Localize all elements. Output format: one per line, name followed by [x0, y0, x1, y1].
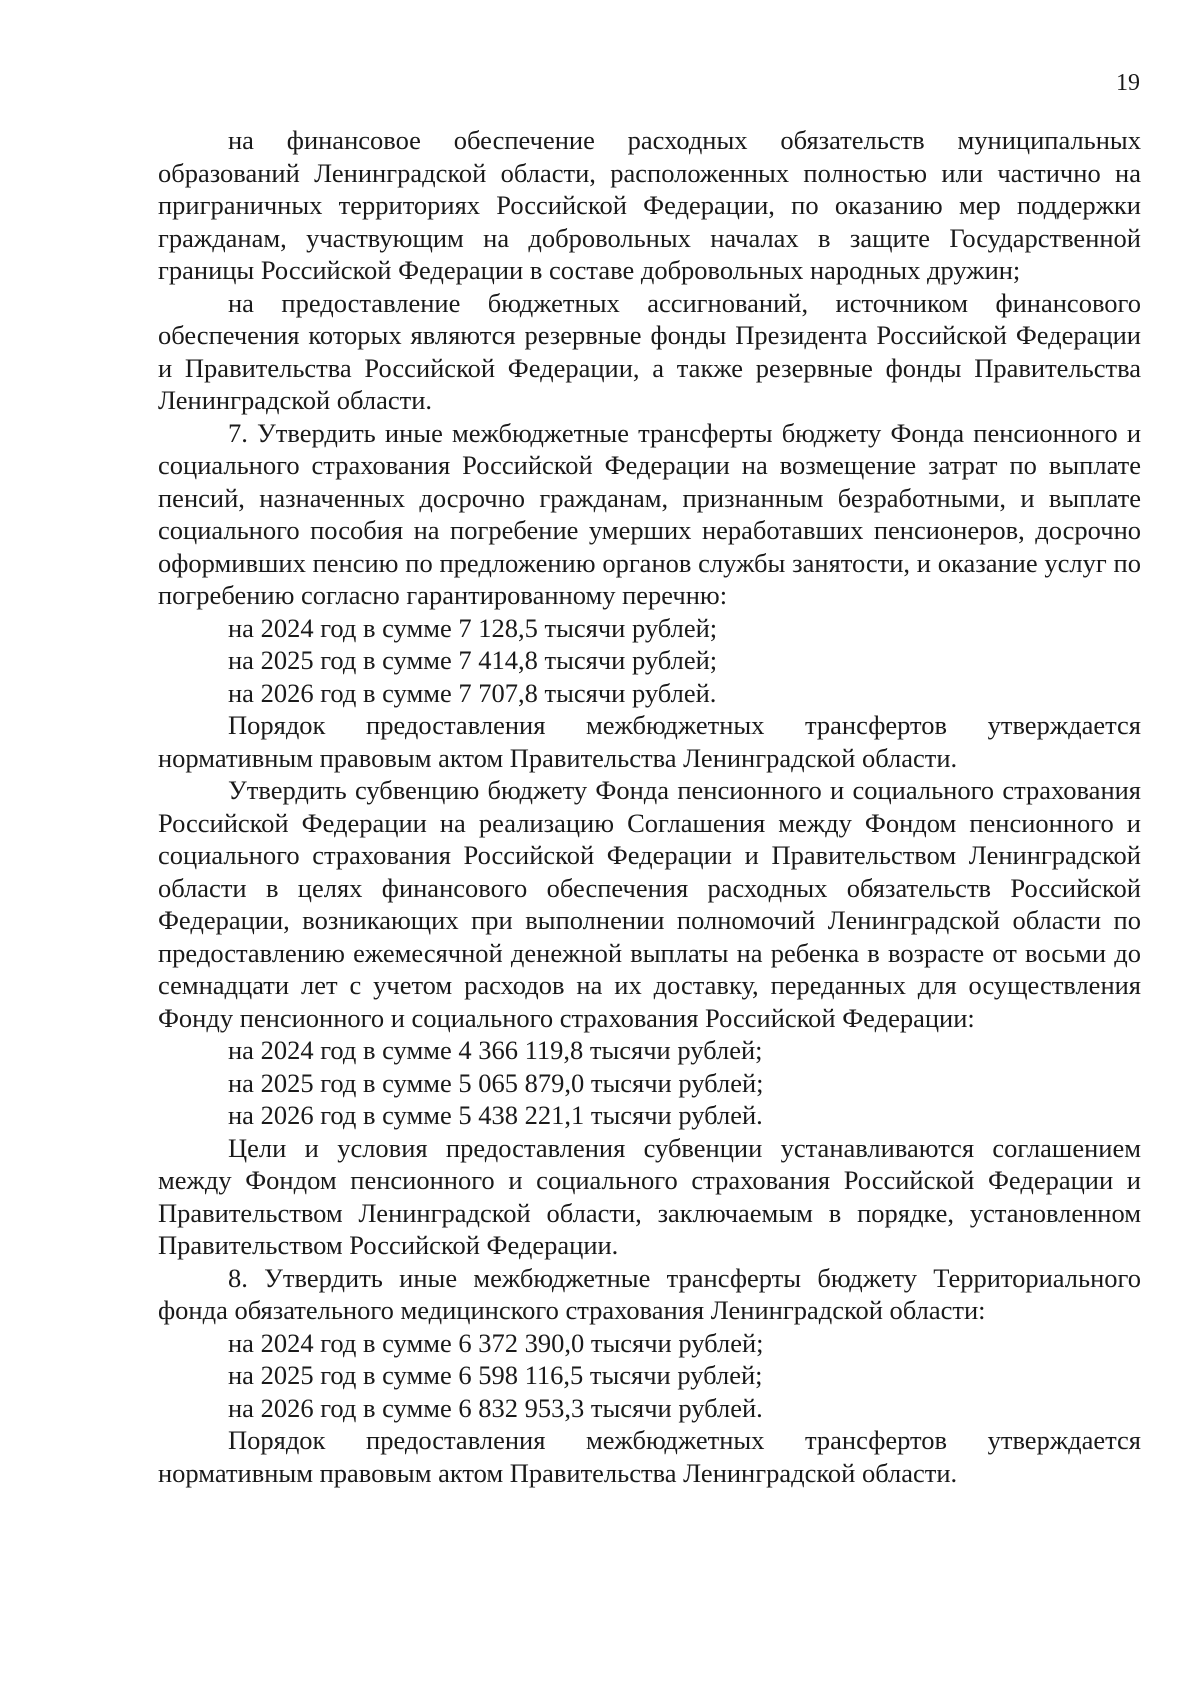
amount-2025-pension-transfers: на 2025 год в сумме 7 414,8 тысячи рублей; — [228, 645, 718, 675]
paragraph-transfer-procedure-final: Порядок предоставления межбюджетных трансфертов утверждается нормативным правовым актом Правительства Ленинградской области. — [158, 1425, 1141, 1488]
amount-2024-pension-transfers: на 2024 год в сумме 7 128,5 тысячи рублей; — [228, 612, 718, 643]
document-body — [158, 124, 1141, 1489]
page-number: 19 — [1116, 70, 1140, 96]
amount-2024-subvention: на 2024 год в сумме 4 366 119,8 тысячи рублей; — [228, 1035, 763, 1065]
paragraph-subvention: Утвердить субвенцию бюджету Фонда пенсионного и социального страхования Российской Федерации на реализацию Соглашения между Фондом пенсионного и социального страхования Российской Федерации и Правительством Ленинградской области в целях финансового обеспечения расходных обязательств Российской Федерации, возникающих при выполнении полномочий Ленинградской области по предоставлению ежемесячной денежной выплаты на ребенка в возрасте от восьми до семнадцати лет с учетом расходов на их доставку, переданных для осуществления Фонду пенсионного и социального страхования Российской Федерации: — [158, 775, 1141, 1033]
amount-2026-pension-transfers: на 2026 год в сумме 7 707,8 тысячи рублей. — [228, 677, 717, 708]
amount-2026-subvention: на 2026 год в сумме 5 438 221,1 тысячи рублей. — [228, 1100, 763, 1130]
amount-2026-medical-fund: на 2026 год в сумме 6 832 953,3 тысячи рублей. — [228, 1392, 763, 1423]
paragraph-border-municipalities: на финансовое обеспечение расходных обязательств муниципальных образований Ленинградской области, расположенных полностью или частично на приграничных территориях Российской Федерации, по оказанию мер поддержки гражданам, участвующим на добровольных началах в защите Государственной границы Российской Федерации в составе добровольных народных дружин; — [158, 125, 1141, 285]
paragraph-reserve-funds: на предоставление бюджетных ассигнований, источником финансового обеспечения которых являются резервные фонды Президента Российской Федерации и Правительства Российской Федерации, а также резервные фонды Правительства Ленинградской области. — [158, 287, 1141, 415]
paragraph-transfer-procedure: Порядок предоставления межбюджетных трансфертов утверждается нормативным правовым актом Правительства Ленинградской области. — [158, 710, 1141, 773]
amount-2025-medical-fund: на 2025 год в сумме 6 598 116,5 тысячи рублей; — [228, 1360, 763, 1390]
paragraph-item-7-transfers: 7. Утвердить иные межбюджетные трансферты бюджету Фонда пенсионного и социального страхования Российской Федерации на возмещение затрат по выплате пенсий, назначенных досрочно гражданам, признанным безработными, и выплате социального пособия на погребение умерших неработавших пенсионеров, досрочно оформивших пенсию по предложению органов службы занятости, и оказание услуг по погребению согласно гарантированному перечню: — [158, 417, 1141, 610]
amount-2025-subvention: на 2025 год в сумме 5 065 879,0 тысячи рублей; — [228, 1067, 764, 1098]
paragraph-subvention-conditions: Цели и условия предоставления субвенции устанавливаются соглашением между Фондом пенсионного и социального страхования Российской Федерации и Правительством Ленинградской области, заключаемым в порядке, установленном Правительством Российской Федерации. — [158, 1132, 1141, 1260]
paragraph-item-8-transfers: 8. Утвердить иные межбюджетные трансферты бюджету Территориального фонда обязательного медицинского страхования Ленинградской области: — [158, 1262, 1141, 1325]
amount-2024-medical-fund: на 2024 год в сумме 6 372 390,0 тысячи рублей; — [228, 1327, 764, 1358]
